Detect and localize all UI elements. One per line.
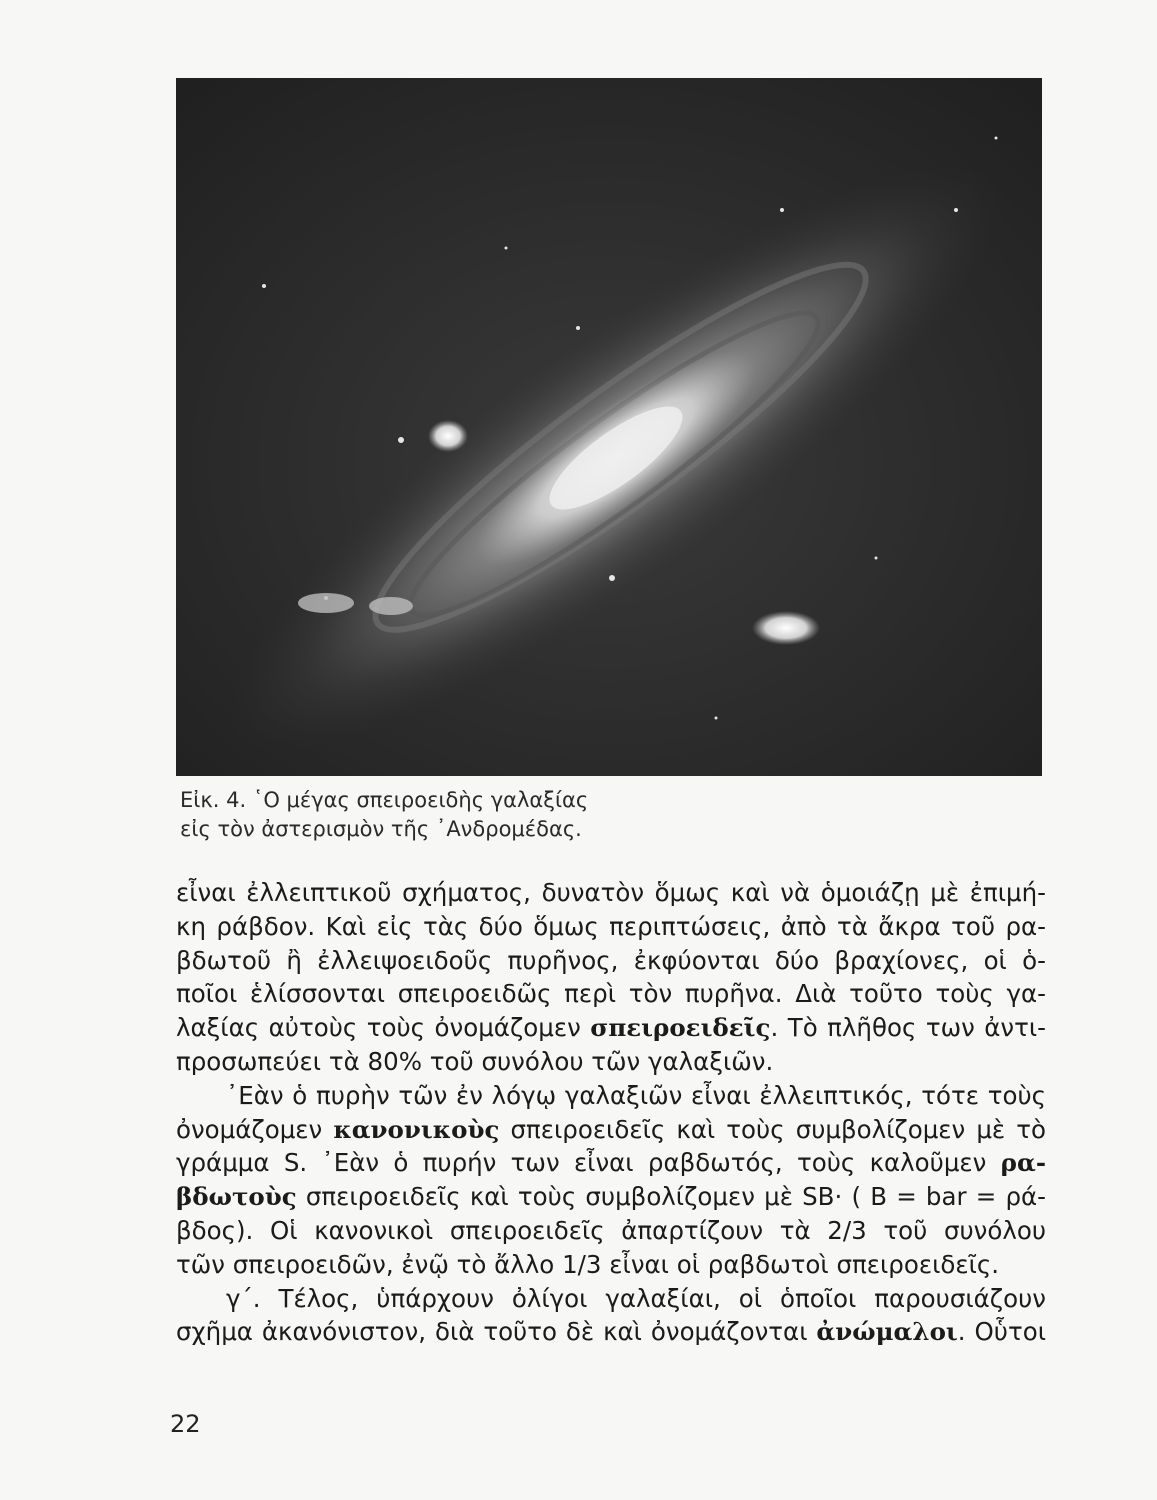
text-line — [176, 1214, 1046, 1248]
text-line — [176, 1079, 1046, 1113]
text-line — [176, 1011, 1046, 1045]
text-segment: . Οὗτοι — [957, 1317, 1046, 1347]
bold-term: σπειροειδεῖς — [590, 1013, 771, 1043]
body-text — [176, 876, 1046, 1349]
text-segment: σχῆμα ἀκανόνιστον, διὰ τοῦτο δὲ καὶ ὀνομάζονται — [176, 1317, 817, 1347]
text-line — [176, 1045, 1046, 1079]
text-line — [176, 1315, 1046, 1349]
text-line — [176, 1282, 1046, 1316]
bold-term: βδωτοὺς — [176, 1182, 297, 1212]
text-segment: . Τὸ πλῆθος των ἀντι- — [770, 1013, 1046, 1043]
text-segment: τῶν σπειροειδῶν, ἐνῷ τὸ ἄλλο 1/3 εἶναι οἱ ραβδωτοὶ σπειροειδεῖς. — [176, 1249, 1000, 1279]
text-segment: κη ράβδον. Καὶ εἰς τὰς δύο ὅμως περιπτώσεις, ἀπὸ τὰ ἄκρα τοῦ ρα- — [176, 911, 1046, 941]
paragraph — [176, 1079, 1046, 1282]
text-line — [176, 1180, 1046, 1214]
text-segment: ᾿Εὰν ὁ πυρὴν τῶν ἐν λόγῳ γαλαξιῶν εἶναι ἐλλειπτικός, τότε τοὺς — [226, 1080, 1046, 1110]
text-line — [176, 944, 1046, 978]
galaxy-image — [176, 78, 1042, 776]
text-segment: βδος). Οἱ κανονικοὶ σπειροειδεῖς ἀπαρτίζουν τὰ 2/3 τοῦ συνόλου — [176, 1215, 1046, 1245]
text-segment: λαξίας αὐτοὺς τοὺς ὀνομάζομεν — [176, 1013, 591, 1043]
m32-satellite — [428, 420, 468, 452]
text-segment: σπειροειδεῖς καὶ τοὺς συμβολίζομεν μὲ SB· ( B = bar = ρά- — [296, 1182, 1046, 1212]
caption-line: εἰς τὸν ἀστερισμὸν τῆς ᾿Ανδρομέδας. — [180, 817, 582, 841]
text-line — [176, 1146, 1046, 1180]
text-line — [176, 977, 1046, 1011]
text-segment: γ΄. Τέλος, ὑπάρχουν ὀλίγοι γαλαξίαι, οἱ ὁποῖοι παρουσιάζουν — [226, 1283, 1046, 1313]
caption-line: Εἰκ. 4. ῾Ο μέγας σπειροειδὴς γαλαξίας — [180, 788, 589, 812]
text-line — [176, 910, 1046, 944]
bold-term: ρα- — [1000, 1148, 1046, 1178]
paragraph — [176, 1282, 1046, 1350]
text-segment: βδωτοῦ ἢ ἐλλειψοειδοῦς πυρῆνος, ἐκφύονται δύο βραχίονες, οἱ ὁ- — [176, 945, 1046, 975]
figure-caption — [180, 786, 880, 844]
text-line — [176, 1248, 1046, 1282]
andromeda-galaxy-photo — [176, 78, 1042, 776]
paragraph — [176, 876, 1046, 1079]
m110-satellite — [752, 611, 820, 645]
text-segment: εἶναι ἐλλειπτικοῦ σχήματος, δυνατὸν ὅμως καὶ νὰ ὁμοιάζῃ μὲ ἐπιμή- — [176, 878, 1046, 907]
text-segment: ποῖοι ἑλίσσονται σπειροειδῶς περὶ τὸν πυρῆνα. Διὰ τοῦτο τοὺς γα- — [176, 979, 1046, 1009]
text-segment: προσωπεύει τὰ 80% τοῦ συνόλου τῶν γαλαξιῶν. — [176, 1046, 774, 1076]
text-line — [176, 876, 1046, 910]
bold-term: κανονικοὺς — [333, 1114, 500, 1144]
bold-term: ἀνώμαλοι — [816, 1317, 958, 1347]
page-number: 22 — [170, 1410, 201, 1438]
text-segment: γράμμα S. ᾿Εὰν ὁ πυρήν των εἶναι ραβδωτός, τοὺς καλοῦμεν — [176, 1148, 1001, 1178]
text-line — [176, 1113, 1046, 1147]
text-segment: σπειροειδεῖς καὶ τοὺς συμβολίζομεν μὲ τὸ — [499, 1114, 1046, 1144]
text-segment: ὀνομάζομεν — [176, 1114, 334, 1144]
